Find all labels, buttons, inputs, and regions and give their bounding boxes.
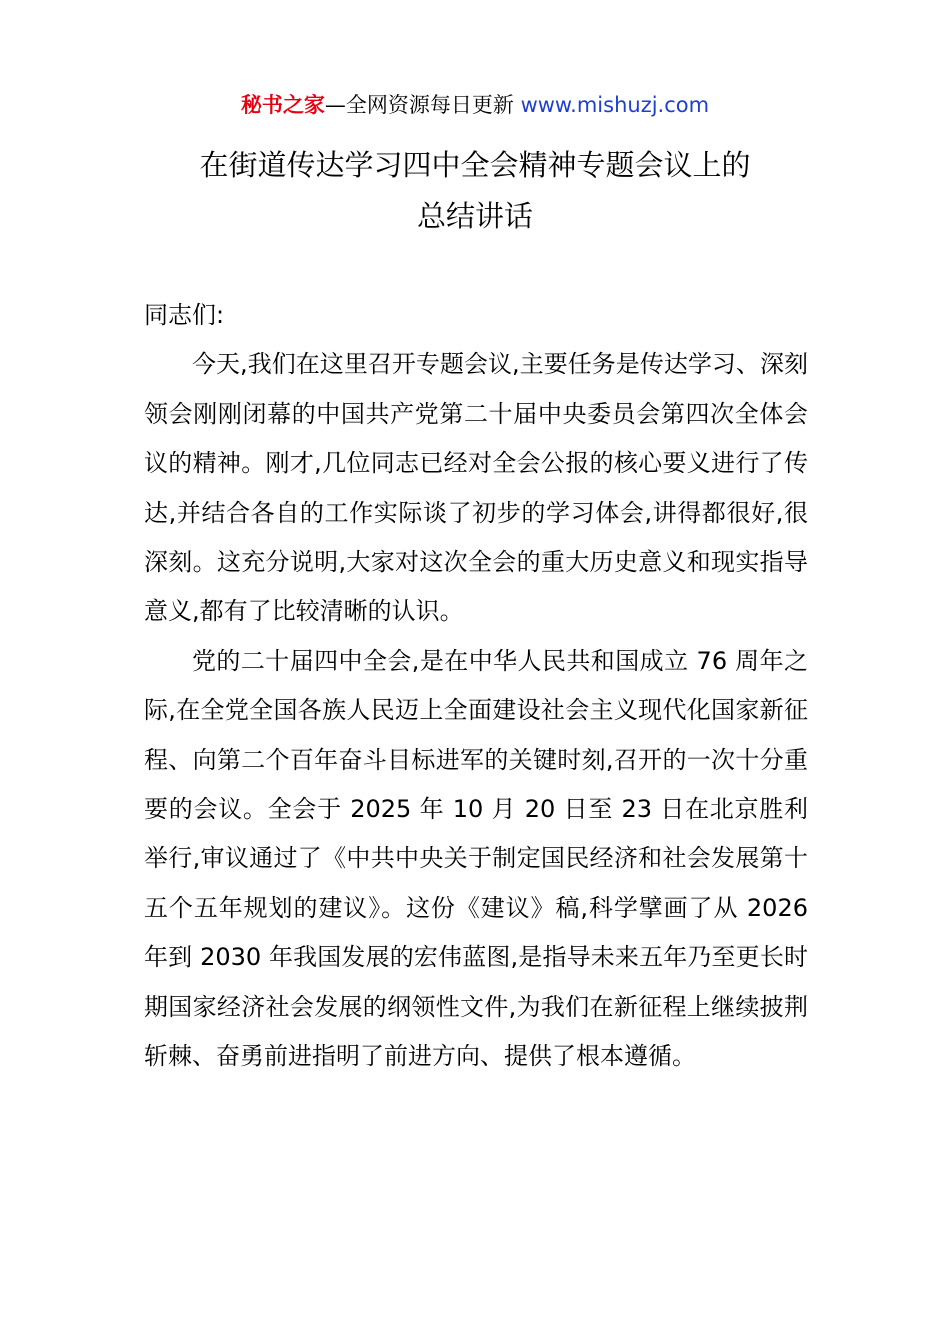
document-body (144, 291, 808, 1082)
title-line-1: 在街道传达学习四中全会精神专题会议上的 (199, 148, 751, 182)
paragraph-2: 党的二十届四中全会,是在中华人民共和国成立 76 周年之际,在全党全国各族人民迈上全面建设社会主义现代化国家新征程、向第二个百年奋斗目标进军的关键时刻,召开的一次十分重要的会议。全会于 2025 年 10 月 20 日至 23 日在北京胜利举行,审议通过了《中共中央关于制定国民经济和社会发展第十五个五年规划的建议》。这份《建议》稿,科学擘画了从 2026 年到 2030 年我国发展的宏伟蓝图,是指导未来五年乃至更长时期国家经济社会发展的纲领性文件,为我们在新征程上继续披荆斩棘、奋勇前进指明了前进方向、提供了根本遵循。 (144, 646, 808, 1071)
salutation: 同志们: (144, 301, 225, 329)
site-url-link[interactable]: www.mishuzj.com (520, 93, 710, 117)
site-header (0, 88, 950, 122)
title-line-2: 总结讲话 (416, 199, 533, 233)
site-tagline: —全网资源每日更新 (324, 93, 521, 117)
document-title (0, 140, 950, 242)
paragraph-1: 今天,我们在这里召开专题会议,主要任务是传达学习、深刻领会刚刚闭幕的中国共产党第二十届中央委员会第四次全体会议的精神。刚才,几位同志已经对全会公报的核心要义进行了传达,并结合各自的工作实际谈了初步的学习体会,讲得都很好,很深刻。这充分说明,大家对这次全会的重大历史意义和现实指导意义,都有了比较清晰的认识。 (144, 350, 808, 626)
site-brand: 秘书之家 (240, 93, 325, 117)
